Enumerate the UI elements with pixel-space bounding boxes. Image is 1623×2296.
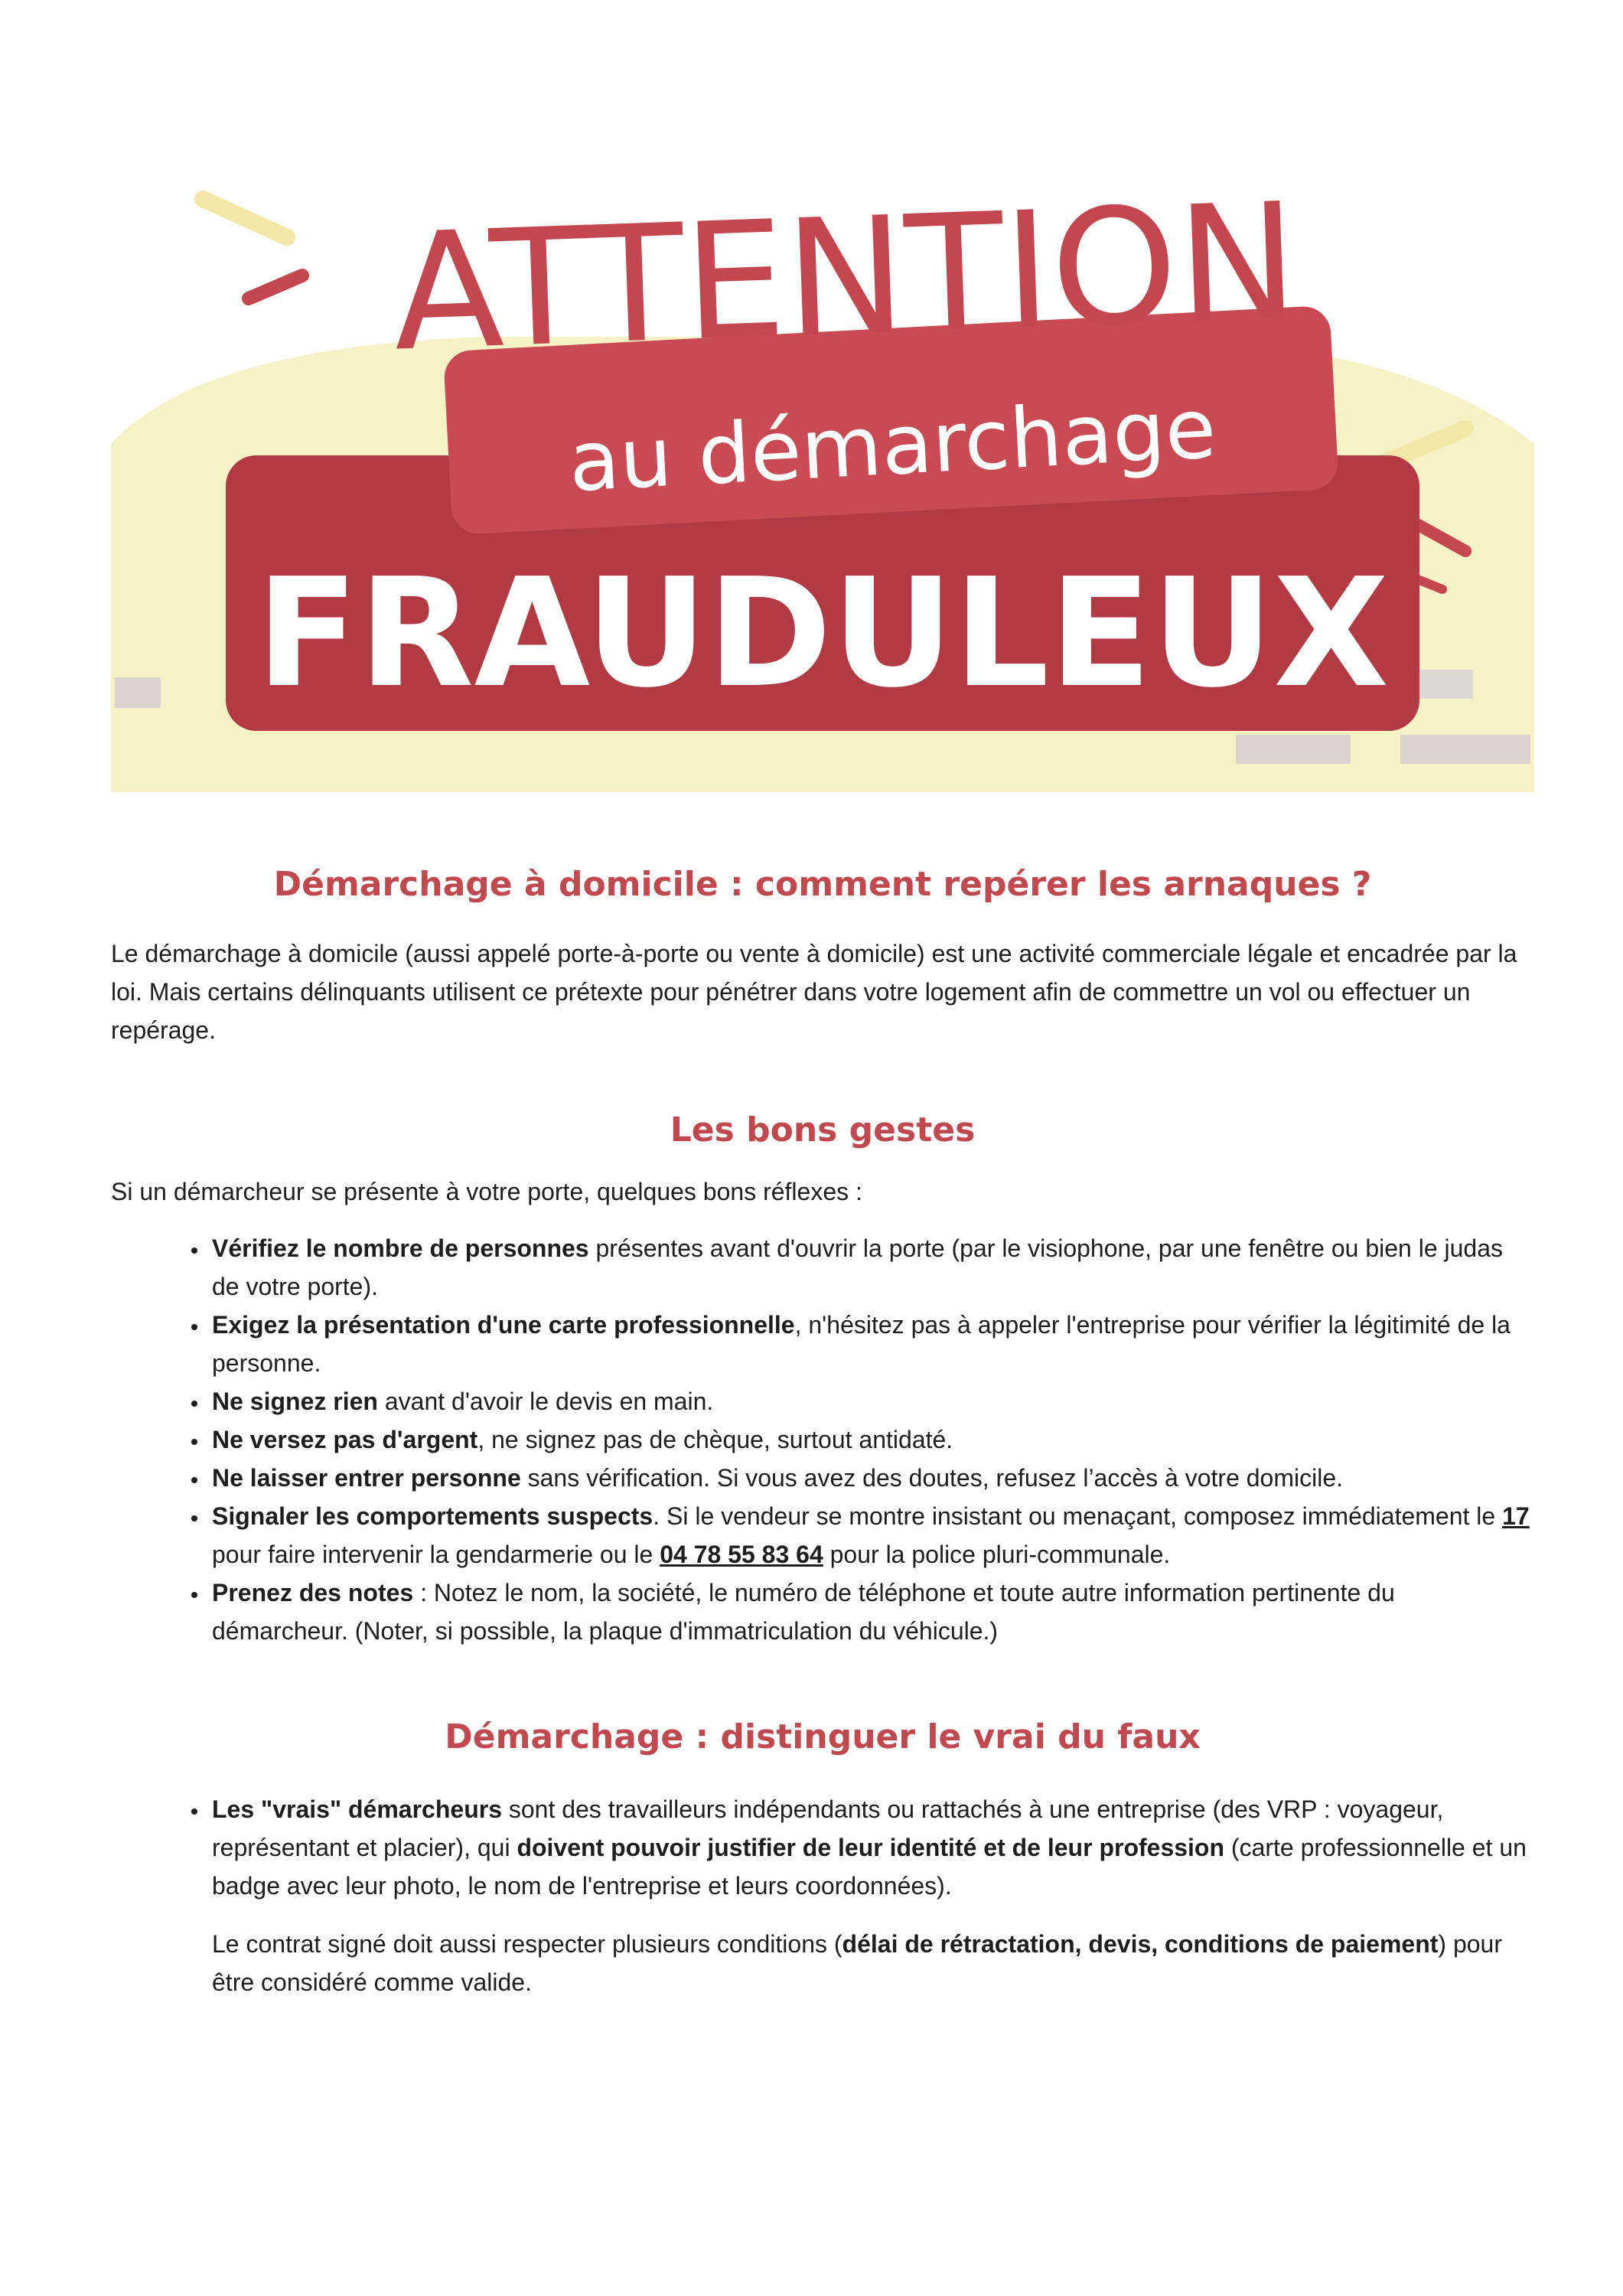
banner-line2: au démarchage — [566, 380, 1219, 510]
phone-link-police[interactable]: 04 78 55 83 64 — [660, 1541, 823, 1568]
banner-line3: FRAUDULEUX — [256, 546, 1390, 721]
list-item: • Prenez des notes : Notez le nom, la société, le numéro de téléphone et toute autre information pertinente du démarcheur. (Noter, si possible, la plaque d'immatriculation du véhicule.) — [209, 1574, 1534, 1650]
grey-bar-right-low — [1400, 735, 1530, 764]
list-item: • Les "vrais" démarcheurs sont des travailleurs indépendants ou rattachés à une entreprise (des VRP : voyageur, représentant et placier), qui doivent pouvoir justifier de leur identité et de leur profession (carte professionnelle et un badge avec leur photo, le nom de l'entreprise et leurs coordonnées). — [209, 1790, 1534, 1905]
list-item: • Ne versez pas d'argent, ne signez pas de chèque, surtout antidaté. — [209, 1420, 1534, 1459]
grey-bar-right-top — [1412, 670, 1473, 699]
bons-gestes-intro: Si un démarcheur se présente à votre porte, quelques bons réflexes : — [111, 1178, 862, 1205]
list-item: • Vérifiez le nombre de personnes présentes avant d'ouvrir la porte (par le visiophone, par une fenêtre ou bien le judas de votre porte). — [209, 1229, 1534, 1306]
spark-stroke-2 — [249, 276, 302, 298]
grey-bar-left — [115, 677, 161, 708]
list-item: • Ne laisser entrer personne sans vérification. Si vous avez des doutes, refusez l’accès à votre domicile. — [209, 1459, 1534, 1497]
bons-gestes-list — [111, 1229, 1534, 1650]
banner-illustration — [111, 145, 1534, 792]
list-item: • Exigez la présentation d'une carte professionnelle, n'hésitez pas à appeler l'entreprise pour vérifier la légitimité de la personne. — [209, 1306, 1534, 1382]
document-body — [111, 865, 1534, 2001]
section-title-arnaques: Démarchage à domicile : comment repérer les arnaques ? — [273, 865, 1372, 904]
section-title-vrai-faux: Démarchage : distinguer le vrai du faux — [445, 1717, 1201, 1756]
vrai-faux-list — [111, 1790, 1534, 1905]
intro-paragraph: Le démarchage à domicile (aussi appelé porte-à-porte ou vente à domicile) est une activité commerciale légale et encadrée par la loi. Mais certains délinquants utilisent ce prétexte pour pénétrer dans votre logement afin de commettre un vol ou effectuer un repérage. — [111, 940, 1517, 1044]
header-banner — [111, 145, 1534, 792]
grey-bar-right-mid — [1236, 735, 1351, 764]
list-item: • Signaler les comportements suspects. Si le vendeur se montre insistant ou menaçant, composez immédiatement le 17 pour faire intervenir la gendarmerie ou le 04 78 55 83 64 pour la police pluri-communale. — [209, 1497, 1534, 1574]
section-title-bons-gestes: Les bons gestes — [670, 1110, 976, 1150]
contract-paragraph: Le contrat signé doit aussi respecter plusieurs conditions (délai de rétractation, devis, conditions de paiement) pour être considéré comme valide. — [212, 1930, 1502, 1996]
phone-link-17[interactable]: 17 — [1502, 1502, 1530, 1530]
list-item: • Ne signez rien avant d'avoir le devis en main. — [209, 1382, 1534, 1420]
spark-stroke-1 — [203, 199, 287, 237]
banner-line1: ATTENTION — [389, 168, 1301, 387]
